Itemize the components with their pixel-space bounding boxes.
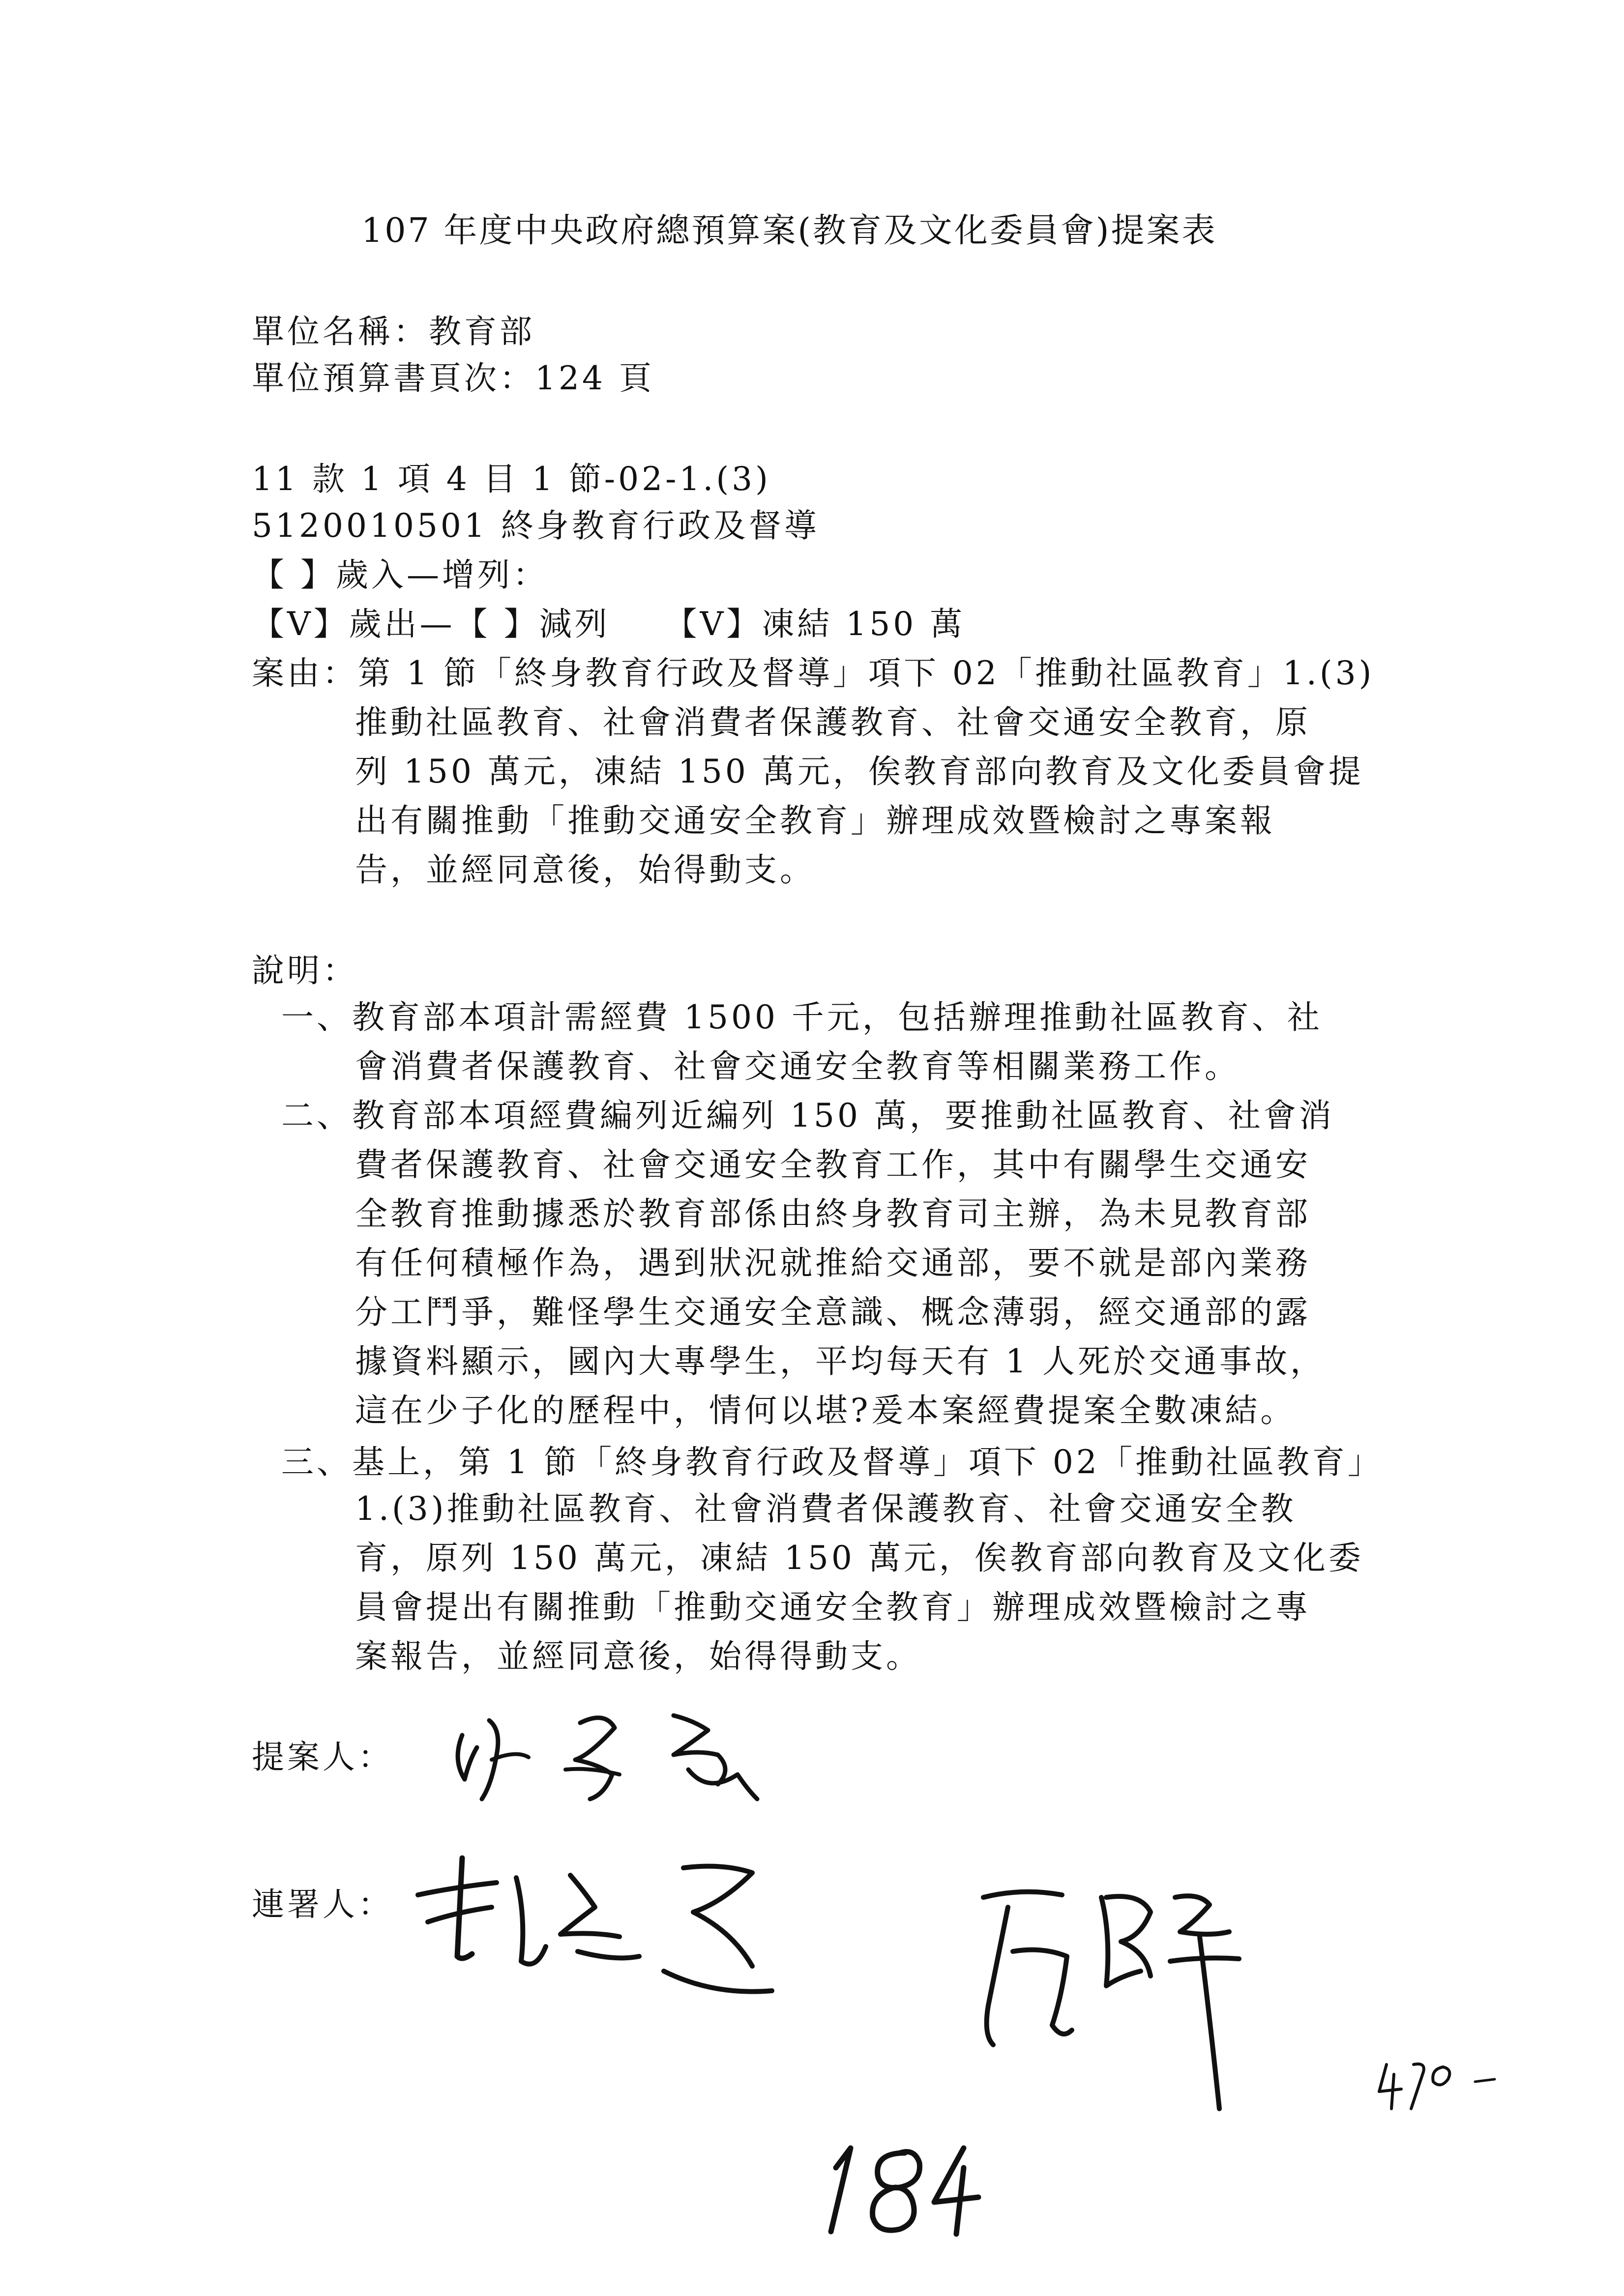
cosigner-signature — [408, 1848, 900, 2010]
item-code: 11 款 1 項 4 目 1 節-02-1.(3) — [252, 460, 771, 498]
cosigner-signature — [964, 1878, 1308, 2133]
proposer-label: 提案人： — [252, 1738, 393, 1776]
reason-line: 案由：第 1 節「終身教育行政及督導」項下 02「推動社區教育」1.(3) — [252, 654, 1375, 692]
document-title: 107 年度中央政府總預算案(教育及文化委員會)提案表 — [361, 211, 1217, 250]
explanation-line: 員會提出有關推動「推動交通安全教育」辦理成效暨檢討之專 — [355, 1588, 1311, 1626]
explanation-line: 據資料顯示，國內大專學生，平均每天有 1 人死於交通事故， — [355, 1342, 1326, 1380]
explanation-line: 1.(3)推動社區教育、社會消費者保護教育、社會交通安全教 — [355, 1490, 1297, 1528]
item-name: 5120010501 終身教育行政及督導 — [252, 507, 820, 545]
page-number — [816, 2133, 993, 2241]
reason-line: 告，並經同意後，始得動支。 — [355, 851, 815, 889]
reason-line: 列 150 萬元，凍結 150 萬元，俟教育部向教育及文化委員會提 — [355, 753, 1364, 790]
explanation-line: 費者保護教育、社會交通安全教育工作，其中有關學生交通安 — [355, 1146, 1311, 1184]
explanation-line: 案報告，並經同意後，始得得動支。 — [355, 1637, 921, 1675]
explanation-line: 育，原列 150 萬元，凍結 150 萬元，俟教育部向教育及文化委 — [355, 1539, 1364, 1577]
reason-line: 出有關推動「推動交通安全教育」辦理成效暨檢討之專案報 — [355, 802, 1275, 840]
explanation-line: 有任何積極作為，遇到狀況就推給交通部，要不就是部內業務 — [355, 1244, 1311, 1282]
explanation-line: 三、基上，第 1 節「終身教育行政及督導」項下 02「推動社區教育」 — [281, 1443, 1383, 1481]
proposer-signature — [443, 1701, 787, 1814]
margin-note — [1372, 2055, 1519, 2119]
explanation-line: 二、教育部本項經費編列近編列 150 萬，要推動社區教育、社會消 — [281, 1097, 1334, 1134]
cosigner-label: 連署人： — [252, 1886, 393, 1923]
unit-name: 單位名稱：教育部 — [252, 313, 535, 350]
explanation-heading: 說明： — [252, 952, 358, 989]
explanation-line: 全教育推動據悉於教育部係由終身教育司主辦，為未見教育部 — [355, 1195, 1311, 1233]
explanation-line: 會消費者保護教育、社會交通安全教育等相關業務工作。 — [355, 1047, 1240, 1085]
explanation-line: 分工鬥爭，難怪學生交通安全意識、概念薄弱，經交通部的露 — [355, 1293, 1311, 1331]
budget-page: 單位預算書頁次：124 頁 — [252, 359, 654, 397]
revenue-line: 【 】歲入—增列： — [252, 556, 548, 594]
expenditure-line: 【V】歲出—【 】減列 【V】凍結 150 萬 — [252, 605, 966, 643]
explanation-line: 一、教育部本項計需經費 1500 千元，包括辦理推動社區教育、社 — [281, 998, 1323, 1036]
reason-line: 推動社區教育、社會消費者保護教育、社會交通安全教育，原 — [355, 703, 1311, 741]
explanation-line: 這在少子化的歷程中，情何以堪?爰本案經費提案全數凍結。 — [355, 1392, 1296, 1429]
